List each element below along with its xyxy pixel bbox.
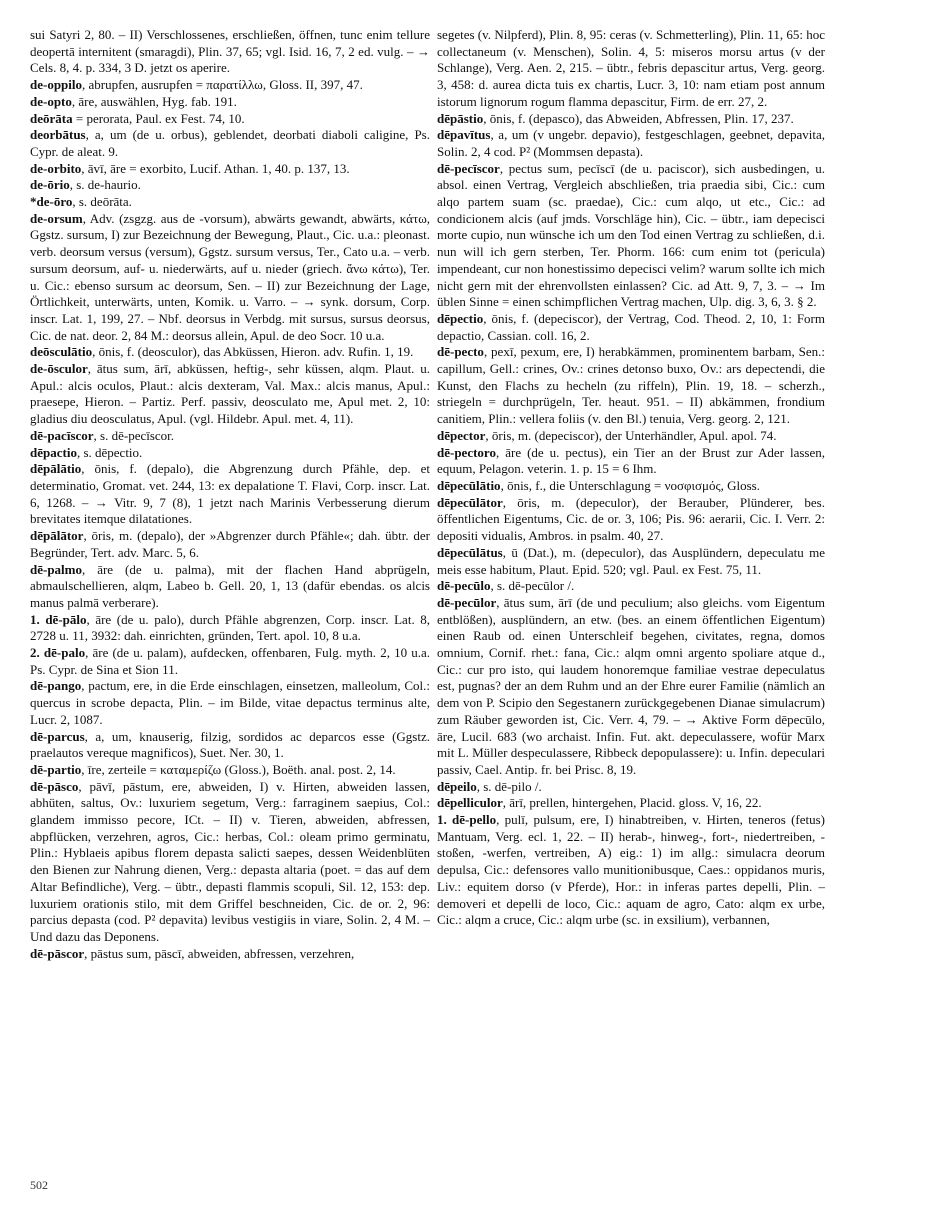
headword: dēpactio (30, 444, 77, 460)
headword: de-oppilo (30, 77, 83, 93)
headword: 1. dē-pello (437, 812, 497, 828)
dictionary-entry (437, 311, 825, 344)
headword: dē-palmo (30, 561, 82, 577)
left-column (30, 27, 430, 962)
headword: de-orbito (30, 160, 82, 176)
headword: dē-pāsco (30, 778, 79, 794)
headword: 1. dē-pālo (30, 611, 87, 627)
headword: dēpecūlātor (437, 494, 503, 510)
entry-text: , ōnis, f., die Unterschlagung = νοσφισμός, Gloss. (500, 477, 760, 493)
entry-text: , āre (de u. palam), aufdecken, offenbaren, Fulg. myth. 2, 10 u.a. Ps. Cypr. de Sina et Sion 11. (30, 645, 431, 677)
headword: dēpeilo (437, 778, 477, 794)
entry-text: , s. dē-pilo /. (476, 778, 542, 794)
entry-text: , abrupfen, ausrupfen = παρατίλλω, Gloss. II, 397, 47. (82, 77, 363, 93)
headword: deōsculātio (30, 344, 93, 360)
entry-text: , Adv. (zsgzg. aus de -vorsum), abwärts gewandt, abwärts, κάτω, Ggstz. sursum, I) zur Bezeichnung der Bewegung, Plaut., Cic. u.a.: pleonast. verb. deorsum versus (versum), Ggstz. sursum versus, Ter., Cato u.a. – verb. sursum deorsum, auf- u. niederwärts, auf u. nieder (griech. ἄνω κάτω), Ter. u. Cic.: ebenso sursum ac deorsum, Sen. – II) zur Bezeichnung der Lage, Örtlichkeit, unterwärts, unten, Komik. u. Varro. – → synk. dorsum, Corp. inscr. Lat. 1, 199, 27. – Nbf. deorsus in Verbdg. mit sursus, sursus deorsus, Cic. de nat. deor. 2, 84 M.: deorsus allein, Apul. de deo Socr. 10 u.a. (30, 210, 430, 343)
entry-text: , ōnis, f. (depasco), das Abweiden, Abfressen, Plin. 17, 237. (483, 110, 794, 126)
entry-text: , ōnis, f. (deosculor), das Abküssen, Hieron. adv. Rufin. 1, 19. (92, 344, 414, 360)
dictionary-entry (30, 612, 430, 645)
headword: deorbātus (30, 127, 86, 143)
dictionary-entry (437, 478, 825, 495)
headword: dē-pecūlo (437, 578, 491, 594)
dictionary-entry (30, 779, 430, 946)
entry-text: , āre (de u. pectus), ein Tier an der Brust zur Ader lassen, equum, Pelagon. veterin. 1. p. 15 = 6 Ihm. (437, 444, 825, 477)
dictionary-entry (30, 528, 430, 561)
entry-text: , s. dē-pecīscor. (93, 427, 175, 443)
dictionary-entry (437, 779, 825, 796)
entry-text: , īre, zerteile = καταμερίζω (Gloss.), Boëth. anal. post. 2, 14. (81, 761, 396, 777)
headword: 2. dē-palo (30, 645, 86, 661)
entry-text: , pāvī, pāstum, ere, abweiden, I) v. Hirten, abweiden lassen, abhüten, saltus, Ov.: luxuriem segetum, Verg.: farraginem saepius, Col.: glandem immisso pecore, ICt. – II) v. Tieren, abweiden, abfressen, abpflücken, verzehren, agros, Cic.: herbas, Col.: oleam primo germinatu, Plin.: Hyblaeis apibus florem depasta salicti saepes, dessen Weidenblüten den Bienen zur Nahrung dienen, Verg.: depasta altaria (poet. = das auf dem Altar Befindliche), Verg. – übtr., depasti flammis scopuli, Sil. 12, 153: dep. luxuriem orationis stilo, mit dem Griffel beschneiden, Cic. de or. 2, 96: parcius depasta (cod. P² depavita) levibus vestigiis in viare, Solin. 2, 4 M. – Und dazu das Deponens. (30, 778, 430, 944)
entry-text: = perorata, Paul. ex Fest. 74, 10. (72, 110, 245, 126)
dictionary-entry (437, 812, 825, 929)
dictionary-entry (30, 428, 430, 445)
entry-text: , ārī, prellen, hintergehen, Placid. gloss. V, 16, 22. (502, 795, 762, 811)
dictionary-entry (30, 645, 430, 678)
headword: dēpecūlātio (437, 477, 501, 493)
headword: dē-pango (30, 678, 82, 694)
entry-text: , pulī, pulsum, ere, I) hinabtreiben, v. Hirten, teneros (fetus) Mantuam, Verg. ecl. 1, 22. – II) herab-, hinweg-, fort-, niedertreiben, -stoßen, -werfen, vertreiben, A) eig.: 1) im allg.: simulacra deorum depulsa, Cic.: defensores vallo munitionibusque, Caes.: oppidanos muris, Liv.: equitem dorso (v Pferde), Hor.: in inferas partes depelli, Plin. – demoveri et depelli de loco, Cic.: aquam de agro, Cato: alqm ex urbe, Cic.: alqm a cruce, Cic.: alqm urbe (sc. in exsilium), verbannen, (437, 812, 826, 928)
entry-text: , ū (Dat.), m. (depeculor), das Ausplündern, depeculatu me meis esse habitum, Plaut. Epid. 520; vgl. Paul. ex Fest. 75, 11. (437, 544, 825, 577)
headword: dē-pacīscor (30, 427, 94, 443)
dictionary-entry (437, 445, 825, 478)
dictionary-entry (30, 194, 430, 211)
headword: dēpavītus (437, 127, 491, 143)
dictionary-entry (30, 111, 430, 128)
dictionary-entry (437, 578, 825, 595)
entry-text: , s. deōrāta. (72, 194, 132, 210)
dictionary-entry (30, 562, 430, 612)
entry-text: , ōris, m. (depalo), der »Abgrenzer durch Pfähle«; dah. übtr. der Begründer, Tert. adv. Marc. 5, 6. (30, 528, 430, 560)
dictionary-entry (30, 344, 430, 361)
entry-text: , s. de-haurio. (69, 177, 141, 193)
dictionary-entry (30, 211, 430, 345)
entry-text: , a, um, knauserig, filzig, sordidos ac deparcos esse (Ggstz. praelautos vereque magnificos), Suet. Ner. 30, 1. (30, 728, 430, 761)
dictionary-entry (437, 27, 825, 111)
headword: dēpāstio (437, 110, 484, 126)
entry-text: , āre (de u. palma), mit der flachen Hand abprügeln, abmaulschellieren, alqm, Labeo b. Gell. 20, 1, 13 (dafür ebendas. os alcis manus palmā verberare). (30, 561, 430, 610)
dictionary-entry (30, 94, 430, 111)
dictionary-entry (437, 495, 825, 545)
entry-text: , pactum, ere, in die Erde einschlagen, einsetzen, malleolum, Col.: quercus in scrobe depacta, Plin. – im Bilde, vitae depactus terminus alte, Lucr. 2, 1087. (30, 678, 430, 727)
headword: de-opto (30, 93, 72, 109)
entry-text: , s. dē-pecūlor /. (490, 578, 575, 594)
entry-text: , ōnis, f. (depeciscor), der Vertrag, Cod. Theod. 2, 10, 1: Form depactio, Cassian. coll. 16, 2. (437, 310, 825, 343)
headword: de-ōrio (30, 177, 70, 193)
dictionary-entry (437, 344, 825, 428)
dictionary-entry (437, 428, 825, 445)
dictionary-entry (30, 461, 430, 528)
dictionary-entry (30, 762, 430, 779)
dictionary-entry (30, 177, 430, 194)
dictionary-entry (437, 545, 825, 578)
entry-text: , ātus sum, ārī (de und peculium; also gleichs. vom Eigentum entblößen), ausplündern, an etw. (bes. an einem öffentlichen Eigentum) einen Raub od. einen Unterschleif begehen, civitates, regna, domos omnium, Cornif. rhet.: fana, Cic.: alqm omni argento spoliare atque d., Cic.: cur pro isto, qui laudem honoremque familiae vestrae depeculatus est, pugnas? der an dem Ruhm und an der Ehre eurer Familie (nämlich an dem von P. Scipio den Segestanern zurückgegebenen Dianae simulacrum) zum Räuber geworden ist, Cic. Verr. 4, 79. – → Aktive Form dēpecūlo, āre, Lucil. 683 (wo archaist. Infin. Fut. akt. depeculassere, wofür Marx mit L. Müller despeculassere, Ribbeck depopulassere): u. Infin. depeculari passiv, Cael. Antip. fr. bei Prisc. 8, 19. (437, 594, 825, 777)
entry-text: , ātus sum, ārī, abküssen, heftig-, sehr küssen, alqm. Plaut. u. Apul.: alcis oculos, Plaut.: alcis dexteram, Val. Max.: alcis manus, Apul.: praesepe, Hieron. – Partiz. Perf. passiv, deosculato me, Apul met. 2, 10: gladius diu deosculatus, Apul. (vgl. Hildebr. Apul. met. 4, 11). (30, 361, 430, 427)
headword: dēpecūlātus (437, 544, 503, 560)
dictionary-entry (30, 161, 430, 178)
dictionary-entry (30, 361, 430, 428)
entry-text: , a, um (v ungebr. depavio), festgeschlagen, geebnet, depavita, Solin. 2, 4 cod. P² (Mommsen depasta). (437, 127, 825, 159)
entry-text: , āre (de u. palo), durch Pfähle abgrenzen, Corp. inscr. Lat. 8, 2728 u. 11, 3932: dah. einrichten, gründen, Tert. apol. 10, 8 u.a. (30, 611, 431, 644)
headword: *de-ōro (30, 194, 73, 210)
right-column (437, 27, 825, 929)
entry-text: , a, um (de u. orbus), geblendet, deorbati diaboli caligine, Ps. Cypr. de aleat. 9. (30, 127, 430, 159)
headword: dēpector (437, 427, 486, 443)
entry-text: , ōris, m. (depeciscor), der Unterhändler, Apul. apol. 74. (485, 427, 777, 443)
entry-text: , pāstus sum, pāscī, abweiden, abfressen, verzehren, (84, 945, 355, 961)
headword: dēpālātio (30, 461, 82, 477)
dictionary-entry (30, 946, 430, 963)
entry-text: , pectus sum, pecīscī (de u. paciscor), sich ausbedingen, u. absol. einen Vertrag, Vergleich abschließen, tria praedia sibi, Cic.: cum alqo partem suam (sc. praedae), Cic.: cum alqo, ut etc., Cic.: ad condicionem alcis (auf jmds. Vorschläge hin), Cic. – übtr., iam depecisci morte cupio, nun wünsche ich um den Tod einen Vertrag zu schließen, d.i. nun will ich gern sterben, Ter. Phorm. 166: cum enim tot (pericula) impendeant, cur non honestissimo depecisci velim? warum sollte ich mich nicht gern mit der ehrenvollsten einlassen? Cic. ad Att. 9, 7, 3. – → Im üblen Sinne = einen schimpflichen Vertrag machen, Ulp. dig. 3, 6, 3. § 2. (437, 160, 825, 310)
entry-text: , pexī, pexum, ere, I) herabkämmen, prominentem barbam, Sen.: capillum, Gell.: crines, Ov.: crines detonso buxo, Ov.: ars depectendi, die Kunst, den Flachs zu hecheln (zu riffeln), Plin. 19, 18. – scherzh., striegeln = durchprügeln, Ter. heaut. 951. – II) abkämmen, frondium canitiem, Plin.: vellera foliis (v. den Bl.) tenuia, Verg. georg. 2, 121. (437, 344, 825, 427)
entry-text: , āvī, āre = exorbito, Lucif. Athan. 1, 40. p. 137, 13. (81, 160, 350, 176)
dictionary-entry (30, 77, 430, 94)
dictionary-entry (437, 161, 825, 311)
entry-text: , ōris, m. (depeculor), der Berauber, Plünderer, bes. öffentlichen Eigentums, Cic. de or. 3, 106; Pis. 96: aerarii, Cic. I. Verr. 2: depositi vidualis, Ambros. in psalm. 40, 27. (437, 494, 825, 544)
entry-text: , āre, auswählen, Hyg. fab. 191. (71, 93, 237, 109)
headword: deōrāta (30, 110, 73, 126)
entry-text: segetes (v. Nilpferd), Plin. 8, 95: ceras (v. Schmetterling), Plin. 11, 65: hoc collectaneum (v. Menschen), Solin. 4, 5: miseros morsu artus (v der Schlange), Verg. Aen. 2, 215. – übtr., febris depascitur artus, Verg. georg. 3, 458: d. aurea dicta tuis ex chartis, Lucr. 3, 10: nam etiam post annum istorum lignorum rogum flamma depascitur, Firm. de err. 27, 2. (437, 27, 825, 109)
headword: dē-parcus (30, 728, 85, 744)
entry-text: , s. dēpectio. (76, 444, 143, 460)
headword: dē-pecūlor (437, 594, 497, 610)
headword: dē-pāscor (30, 945, 85, 961)
headword: de-orsum (30, 210, 83, 226)
entry-text: sui Satyri 2, 80. – II) Verschlossenes, erschließen, öffnen, tunc enim tellure deopertā internitent (smaragdi), Plin. 37, 65; vgl. Isid. 16, 7, 2 ed. vulg. – → Cels. 8, 4. p. 334, 3 D. jetzt os aperire. (30, 27, 430, 76)
headword: dē-pectoro (437, 444, 496, 460)
dictionary-entry (30, 27, 430, 77)
dictionary-entry (437, 127, 825, 160)
dictionary-entry (30, 127, 430, 160)
headword: dēpectio (437, 310, 484, 326)
headword: dē-partio (30, 761, 82, 777)
dictionary-entry (30, 729, 430, 762)
headword: dēpelliculor (437, 795, 503, 811)
dictionary-entry (30, 678, 430, 728)
headword: dē-pecīscor (437, 160, 500, 176)
dictionary-entry (30, 445, 430, 462)
dictionary-entry (437, 795, 825, 812)
entry-text: , ōnis, f. (depalo), die Abgrenzung durch Pfähle, dep. et determinatio, Gromat. vet. 244, 13: ex depalatione T. Flavi, Corp. inscr. Lat. 6, 1268. – → Vitr. 9, 7 (8), 1 jetzt nach Marinis Verbesserung dierum brevitates itemque dilatationes. (30, 461, 430, 527)
dictionary-entry (437, 111, 825, 128)
headword: de-ōsculor (30, 361, 88, 377)
page-number: 502 (30, 1178, 48, 1192)
headword: dēpālātor (30, 528, 84, 544)
dictionary-entry (437, 595, 825, 779)
headword: dē-pecto (437, 344, 484, 360)
